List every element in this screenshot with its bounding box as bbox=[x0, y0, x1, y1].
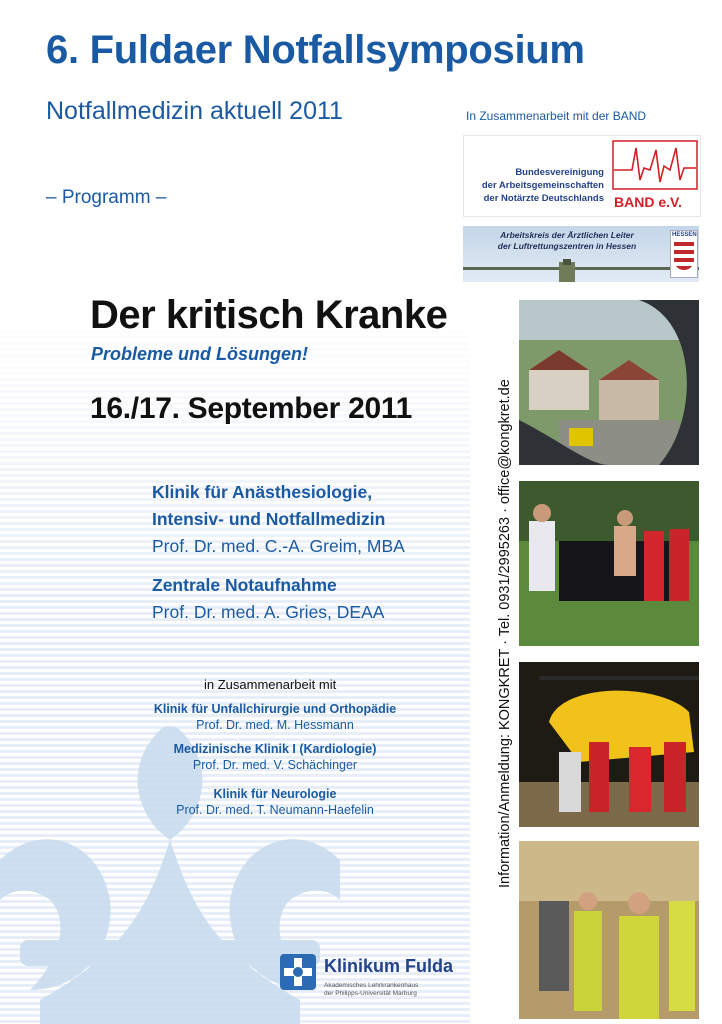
symposium-title: 6. Fuldaer Notfallsymposium bbox=[46, 28, 585, 72]
photo-rescue-team-field bbox=[519, 481, 699, 646]
hessen-lion-icon bbox=[674, 242, 694, 270]
akl-logo-line: Arbeitskreis der Ärztlichen Leiter bbox=[500, 230, 634, 240]
akl-logo-text bbox=[469, 230, 665, 252]
band-logo-line: Bundesvereinigung bbox=[515, 167, 604, 178]
partner-clinic-head: Prof. Dr. med. M. Hessmann bbox=[196, 718, 354, 732]
band-logo-line: der Arbeitsgemeinschaften bbox=[481, 180, 604, 191]
symposium-subtitle: Notfallmedizin aktuell 2011 bbox=[46, 97, 343, 125]
event-tagline: Probleme und Lösungen! bbox=[91, 344, 309, 364]
partner-clinic-name: Klinik für Neurologie bbox=[213, 787, 337, 801]
partner-clinic-name: Klinik für Unfallchirurgie und Orthopädie bbox=[153, 702, 397, 716]
photo-helicopter-view-village bbox=[519, 300, 699, 465]
klinikum-subtitle bbox=[324, 982, 464, 998]
band-logo-text bbox=[474, 166, 604, 205]
akl-hessen-logo bbox=[463, 226, 699, 282]
hessen-label: HESSEN bbox=[672, 232, 697, 238]
department-head: Prof. Dr. med. A. Gries, DEAA bbox=[152, 602, 385, 622]
ecg-icon bbox=[612, 140, 698, 190]
partner-clinic-head: Prof. Dr. med. T. Neumann-Haefelin bbox=[176, 803, 374, 817]
cooperation-intro: in Zusammenarbeit mit bbox=[204, 677, 337, 692]
department-name: Klinik für Anästhesiologie, bbox=[152, 482, 373, 502]
partner-clinic-head: Prof. Dr. med. V. Schächinger bbox=[192, 758, 358, 772]
department-head: Prof. Dr. med. C.-A. Greim, MBA bbox=[152, 536, 405, 556]
klinikum-subtitle-line: Akademisches Lehrkrankenhaus bbox=[324, 982, 419, 989]
band-logo bbox=[463, 135, 701, 217]
department-name: Zentrale Notaufnahme bbox=[152, 575, 337, 595]
programm-label: – Programm – bbox=[46, 187, 167, 208]
department-name: Intensiv- und Notfallmedizin bbox=[152, 509, 386, 529]
photo-rescue-helicopter bbox=[519, 662, 699, 827]
band-badge: BAND e.V. bbox=[614, 194, 682, 210]
klinikum-fulda-logo bbox=[280, 952, 480, 1012]
hessen-coat-of-arms bbox=[670, 230, 698, 278]
akl-logo-line: der Luftrettungszentren in Hessen bbox=[497, 241, 637, 251]
photo-emergency-room bbox=[519, 841, 699, 1019]
helicopter-rotor-icon bbox=[463, 259, 699, 282]
klinikum-cross-icon bbox=[280, 954, 316, 990]
event-headline: Der kritisch Kranke bbox=[90, 293, 448, 337]
partner-clinic-name: Medizinische Klinik I (Kardiologie) bbox=[173, 742, 377, 756]
registration-info-vertical: Information/Anmeldung: KONGKRET · Tel. 0931/2995263 · office@kongkret.de bbox=[497, 379, 513, 888]
event-date: 16./17. September 2011 bbox=[90, 392, 412, 425]
band-logo-line: der Notärzte Deutschlands bbox=[483, 193, 604, 204]
klinikum-subtitle-line: der Philipps-Universität Marburg bbox=[324, 990, 417, 997]
band-collaboration-note: In Zusammenarbeit mit der BAND bbox=[466, 109, 647, 123]
klinikum-name: Klinikum Fulda bbox=[324, 956, 454, 976]
